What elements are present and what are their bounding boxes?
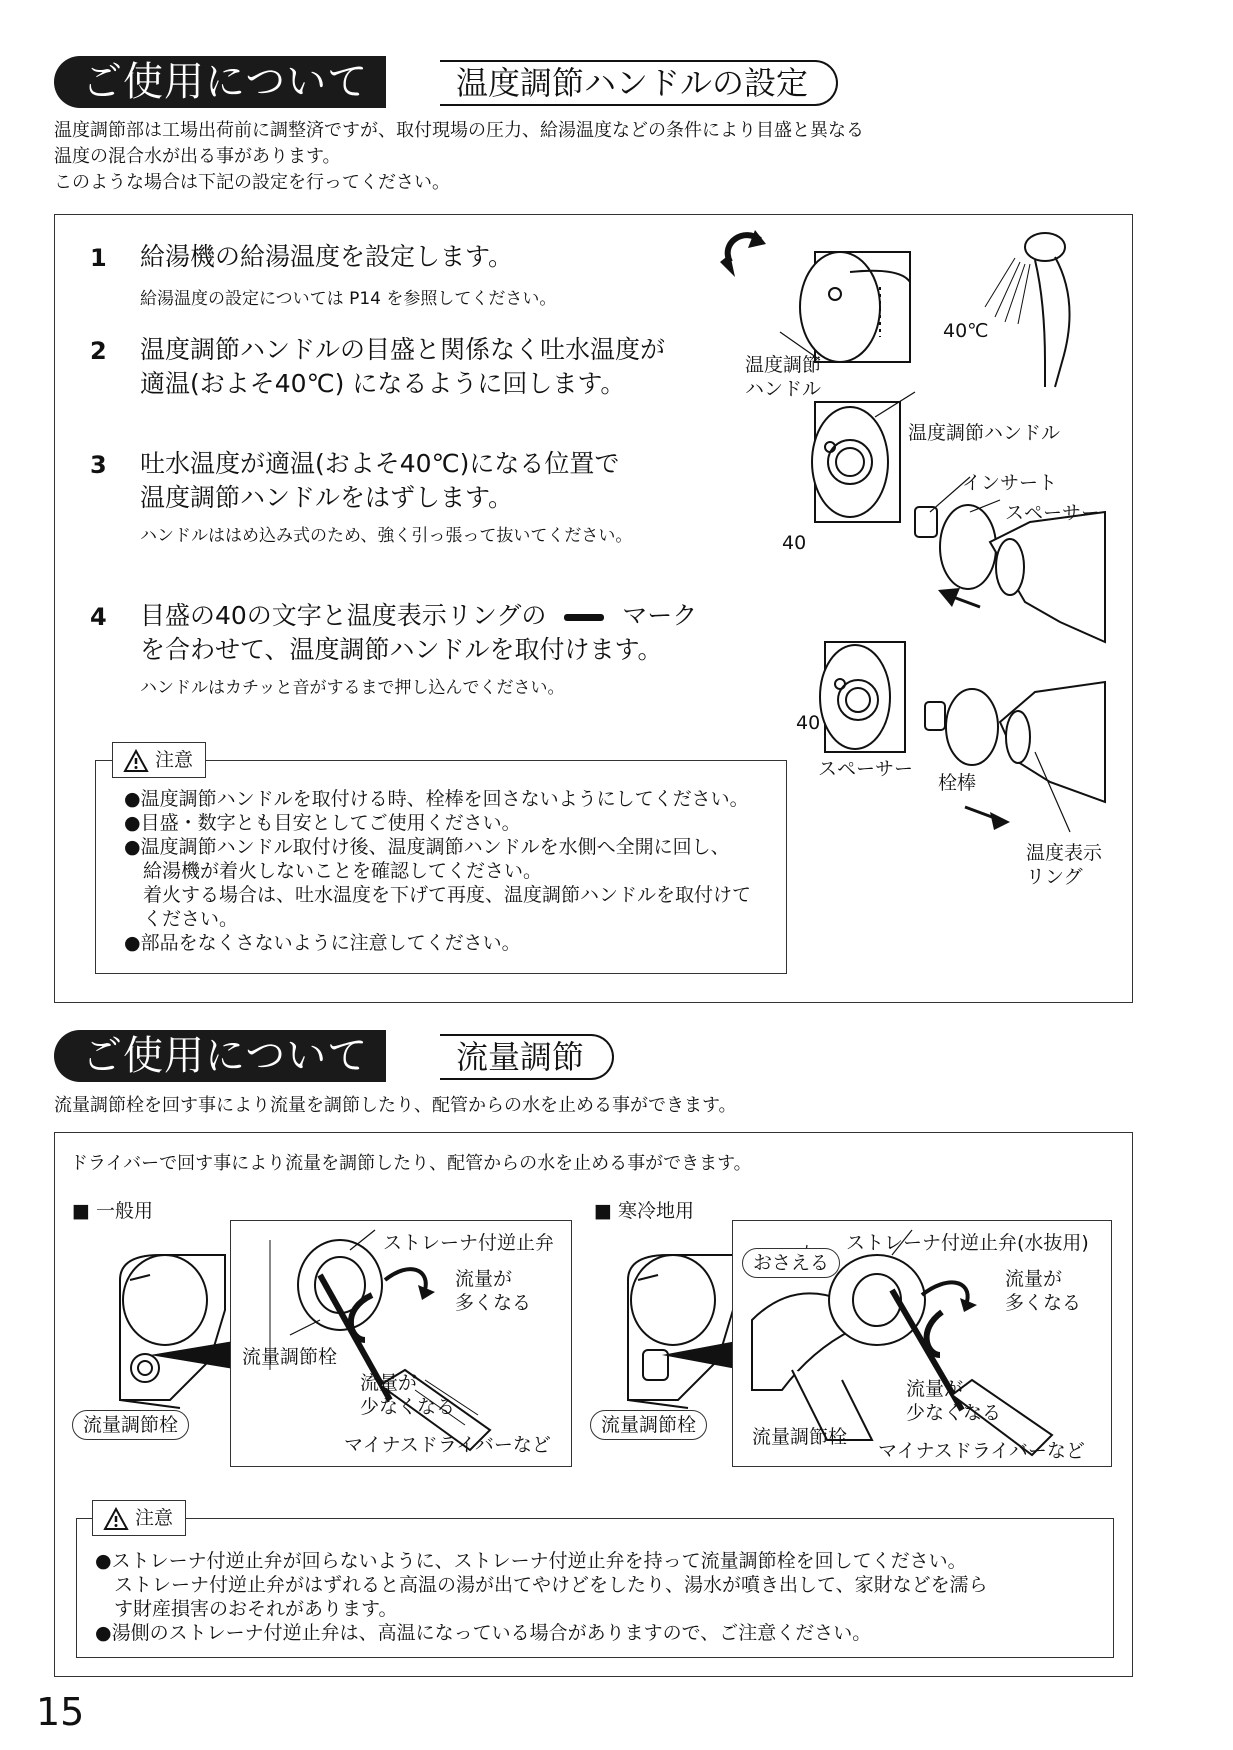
shower-head-icon — [985, 233, 1070, 387]
step-3-note: ハンドルははめ込み式のため、強く引っ張って抜いてください。 — [140, 526, 633, 546]
intro-line: 温度調節部は工場出荷前に調整済ですが、取付現場の圧力、給湯温度などの条件により目盛と異なる — [54, 120, 864, 141]
section2-caution-lines — [95, 1549, 988, 1645]
caution-line: ストレーナ付逆止弁がはずれると高温の湯が出てやけどをしたり、湯水が噴き出して、家財などを濡ら — [95, 1574, 988, 1596]
label-stem: 栓棒 — [938, 772, 977, 794]
label-40-b: 40 — [796, 712, 821, 734]
step-4-text-1b: マーク — [622, 601, 698, 630]
step-4-text-1a: 目盛の40の文字と温度表示リングの — [140, 601, 547, 630]
label-spacer2: スペーサー — [818, 758, 914, 780]
caution-line: ●目盛・数字とも目安としてご使用ください。 — [124, 812, 521, 834]
step-1-note: 給湯温度の設定については P14 を参照してください。 — [140, 289, 557, 309]
cold-plug-label: 流量調節栓 — [752, 1426, 848, 1448]
step-2-text-1: 温度調節ハンドルの目盛と関係なく吐水温度が — [140, 335, 666, 364]
step-2-text-2: 適温(およそ40℃) になるように回します。 — [140, 369, 626, 398]
section1-header-main: ご使用について — [54, 56, 386, 108]
label-insert: インサート — [962, 472, 1058, 494]
section2-caution-box — [76, 1518, 1114, 1658]
caution-line: ●ストレーナ付逆止弁が回らないように、ストレーナ付逆止弁を持って流量調節栓を回してください。 — [95, 1550, 967, 1572]
cold-hold-label: おさえる — [742, 1248, 840, 1278]
general-driver-label: マイナスドライバーなど — [344, 1434, 551, 1456]
label-ring-b: リング — [1026, 866, 1083, 888]
label-spacer: スペーサー — [1005, 502, 1101, 524]
label-handle-b: ハンドル — [745, 378, 822, 400]
section1-caution-lines — [124, 787, 751, 955]
step-2-number: 2 — [90, 337, 107, 365]
step-4-text-1 — [140, 599, 697, 633]
step-3-text-2: 温度調節ハンドルをはずします。 — [140, 483, 514, 512]
caution-line: ●湯側のストレーナ付逆止弁は、高温になっている場合がありますので、ご注意ください。 — [95, 1622, 872, 1644]
intro-line: このような場合は下記の設定を行ってください。 — [54, 172, 450, 193]
label-ring-a: 温度表示 — [1026, 842, 1103, 864]
general-detail-illustration — [230, 1220, 570, 1465]
general-less-a: 流量が — [360, 1372, 418, 1394]
cold-more-a: 流量が — [1005, 1268, 1063, 1290]
zoom-pointer-icon — [662, 1340, 742, 1370]
caution-line: す財産損害のおそれがあります。 — [95, 1598, 398, 1620]
step-4-note: ハンドルはカチッと音がするまで押し込んでください。 — [140, 678, 565, 698]
section2-caution-tag — [92, 1500, 186, 1536]
caution-line: ください。 — [124, 908, 239, 930]
section2-header-main: ご使用について — [54, 1030, 386, 1082]
step-4-text-2: を合わせて、温度調節ハンドルを取付けます。 — [140, 635, 663, 664]
general-title: ■ 一般用 — [72, 1200, 153, 1222]
general-less-b: 少なくなる — [360, 1396, 456, 1418]
cold-less-b: 少なくなる — [906, 1402, 1002, 1424]
label-temp-40c: 40℃ — [943, 320, 989, 342]
general-plug-label: 流量調節栓 — [242, 1346, 338, 1368]
cold-strainer-label: ストレーナ付逆止弁(水抜用) — [846, 1232, 1089, 1254]
section1-header-sub: 温度調節ハンドルの設定 — [440, 60, 838, 106]
caution-tag-label: 注意 — [135, 1507, 174, 1529]
step-1-text: 給湯機の給湯温度を設定します。 — [140, 242, 514, 271]
section2-header-sub: 流量調節 — [440, 1034, 614, 1080]
section1-caution-tag — [112, 742, 206, 778]
caution-line: 給湯機が着火しないことを確認してください。 — [124, 860, 543, 882]
cold-more-b: 多くなる — [1005, 1292, 1082, 1314]
cold-title: ■ 寒冷地用 — [594, 1200, 694, 1222]
caution-line: ●温度調節ハンドル取付け後、温度調節ハンドルを水側へ全開に回し、 — [124, 836, 730, 858]
cold-oval-label: 流量調節栓 — [590, 1410, 707, 1440]
cold-driver-label: マイナスドライバーなど — [878, 1440, 1085, 1462]
general-more-b: 多くなる — [455, 1292, 532, 1314]
rotate-arrow-icon — [720, 230, 766, 277]
label-40-a: 40 — [782, 532, 807, 554]
zoom-pointer-icon — [150, 1340, 240, 1370]
label-handle-full: 温度調節ハンドル — [908, 422, 1061, 444]
label-handle-a: 温度調節 — [745, 354, 822, 376]
step-4-number: 4 — [90, 603, 107, 631]
step-3-number: 3 — [90, 451, 107, 479]
general-oval-label: 流量調節栓 — [72, 1410, 189, 1440]
caution-tag-label: 注意 — [155, 749, 194, 771]
section1-caution-box — [95, 760, 787, 974]
intro-line: 温度の混合水が出る事があります。 — [54, 146, 341, 167]
general-strainer-label: ストレーナ付逆止弁 — [383, 1232, 555, 1254]
warning-triangle-icon — [103, 1507, 129, 1531]
cold-less-a: 流量が — [906, 1378, 964, 1400]
caution-line: 着火する場合は、吐水温度を下げて再度、温度調節ハンドルを取付けて — [124, 884, 752, 906]
section2-intro: 流量調節栓を回す事により流量を調節したり、配管からの水を止める事ができます。 — [54, 1095, 737, 1116]
section1-intro — [54, 118, 864, 196]
step-3-text-1: 吐水温度が適温(およそ40℃)になる位置で — [140, 449, 620, 478]
section2-box-intro: ドライバーで回す事により流量を調節したり、配管からの水を止める事ができます。 — [70, 1153, 752, 1174]
caution-line: ●温度調節ハンドルを取付ける時、栓棒を回さないようにしてください。 — [124, 788, 749, 810]
step-1-number: 1 — [90, 244, 107, 272]
page-number: 15 — [36, 1690, 85, 1734]
mark-bar-icon — [564, 614, 604, 621]
warning-triangle-icon — [123, 749, 149, 773]
general-more-a: 流量が — [455, 1268, 513, 1290]
caution-line: ●部品をなくさないように注意してください。 — [124, 932, 521, 954]
handle-icon — [800, 252, 910, 362]
